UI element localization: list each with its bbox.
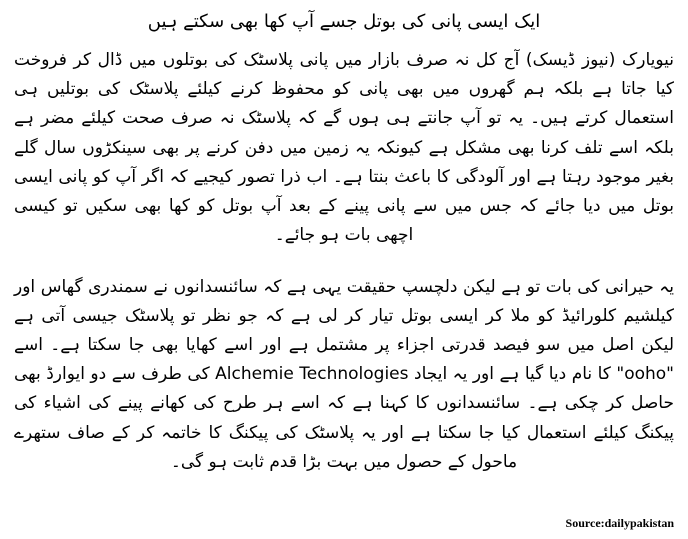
article-headline: ایک ایسی پانی کی بوتل جسے آپ کھا بھی سکتے ہیں [147, 11, 541, 32]
article-paragraph-2: یہ حیرانی کی بات تو ہے لیکن دلچسپ حقیقت یہی ہے کہ سائنسدانوں نے سمندری گھاس اور کیلشیم کلورائیڈ کو ملا کر ایسی بوتل تیار کر لی ہے کہ جو نظر تو پلاسٹک جیسی آتی ہے لیکن اصل میں سو فیصد قدرتی اجزاء پر مشتمل ہے اور اسے کھایا بھی جا سکتا ہے۔ اسے "ooho" کا نام دیا گیا ہے اور یہ ایجاد Alchemie Technologies کی طرف سے دو ایوارڈ بھی حاصل کر چکی ہے۔ سائنسدانوں کا کہنا ہے کہ اسے ہر طرح کی کھانے پینے کی اشیاء کی پیکنگ کیلئے استعمال کیا جا سکتا ہے اور یہ پلاسٹک کی پیکنگ کا خاتمہ کر کے صاف ستھرے ماحول کے حصول میں بہت بڑا قدم ثابت ہو گی۔ [14, 276, 674, 472]
source-attribution: Source:dailypakistan [565, 516, 674, 530]
article-body [14, 8, 674, 477]
article-paragraph-1: نیویارک (نیوز ڈیسک) آج کل نہ صرف بازار میں پانی پلاسٹک کی بوتلوں میں ڈال کر فروخت کیا جاتا ہے بلکہ ہم گھروں میں بھی پانی کو محفوظ کرنے کیلئے پلاسٹک کی بوتلیں ہی استعمال کرتے ہیں۔ یہ تو آپ جانتے ہی ہوں گے کہ پلاسٹک نہ صرف صحت کیلئے مضر ہے بلکہ اسے تلف کرنا بھی مشکل ہے کیونکہ یہ زمین میں دفن کرنے پر بھی سینکڑوں سال گلے بغیر موجود رہتا ہے اور آلودگی کا باعث بنتا ہے۔ اب ذرا تصور کیجیے کہ اگر آپ کو پانی ایسی بوتل میں دیا جائے کہ جس میں سے پانی پینے کے بعد آپ بوتل کو کھا بھی سکیں تو کیسی اچھی بات ہو جائے۔ [14, 49, 674, 246]
